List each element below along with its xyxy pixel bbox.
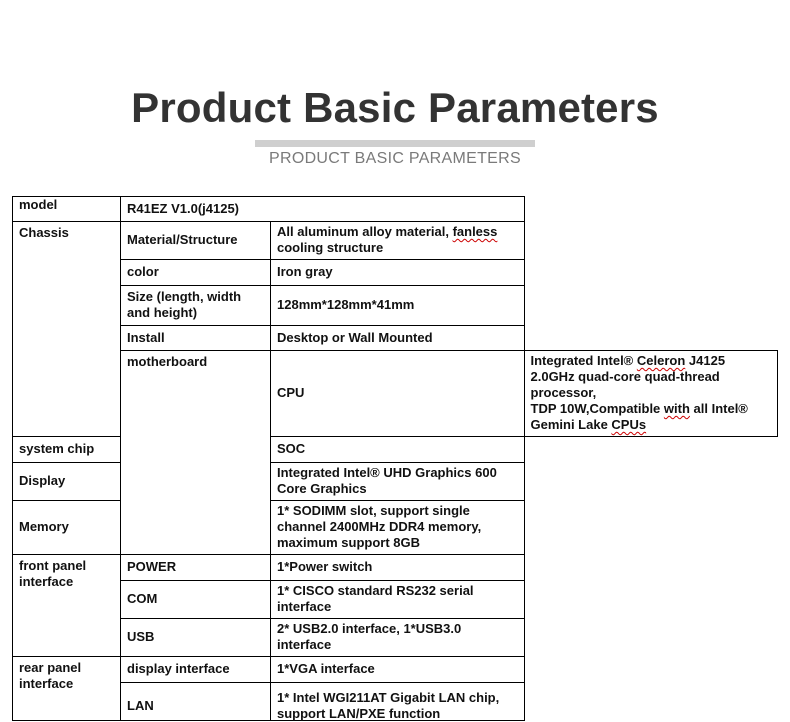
spellcheck-word: CPUs	[611, 417, 647, 432]
param-value: 2* USB2.0 interface, 1*USB3.0 interface	[271, 619, 525, 657]
text-segment: TDP 10W,Compatible	[530, 401, 664, 416]
text-segment: Integrated Intel®	[530, 353, 637, 368]
text-segment: maximum support 8GB	[277, 535, 421, 550]
table-row	[13, 619, 778, 657]
group-label-line: interface	[19, 574, 74, 589]
param-value: 128mm*128mm*41mm	[271, 286, 525, 326]
table-row	[13, 286, 778, 326]
param-label: COM	[121, 581, 271, 619]
text-segment: all Intel® Gemini Lake	[530, 401, 748, 432]
param-value	[524, 351, 778, 437]
param-label: display interface	[121, 657, 271, 683]
text-segment: 1* SODIMM slot, support single channel 2400MHz DDR4 memory,	[277, 503, 482, 534]
text-segment: 1* Intel WGI211AT Gigabit LAN chip, support LAN/PXE function	[277, 690, 500, 721]
table-row	[13, 197, 778, 222]
param-label: CPU	[271, 351, 525, 437]
row-label-model: model	[13, 197, 121, 222]
param-label: Display	[13, 463, 121, 501]
param-value: 1* CISCO standard RS232 serial interface	[271, 581, 525, 619]
param-label: Install	[121, 326, 271, 351]
table-row	[13, 581, 778, 619]
group-label-rear-panel	[13, 657, 121, 721]
param-value: Desktop or Wall Mounted	[271, 326, 525, 351]
spellcheck-word: Celeron	[636, 353, 686, 368]
param-value: SOC	[271, 437, 525, 463]
param-label: system chip	[13, 437, 121, 463]
param-label: Material/Structure	[121, 222, 271, 260]
text-segment: J4125 2.0GHz quad-core quad-thread processor,	[530, 353, 726, 400]
table-row	[13, 657, 778, 683]
param-value: Iron gray	[271, 260, 525, 286]
param-label	[121, 683, 271, 721]
group-label-line: rear panel	[19, 660, 82, 675]
table-row	[13, 683, 778, 721]
param-value: 1*Power switch	[271, 555, 525, 581]
param-label: Memory	[13, 501, 121, 555]
text-segment: cooling structure	[277, 240, 384, 255]
group-label-front-panel	[13, 555, 121, 657]
table-row	[13, 222, 778, 260]
param-label: Size (length, width and height)	[121, 286, 271, 326]
table-row	[13, 351, 778, 437]
param-value	[271, 222, 525, 260]
param-value: 1*VGA interface	[271, 657, 525, 683]
page-title: Product Basic Parameters	[131, 84, 659, 131]
parameters-table	[12, 196, 778, 721]
spellcheck-word: with	[663, 401, 690, 416]
table-row	[13, 326, 778, 351]
text-segment: LAN	[127, 698, 154, 713]
spellcheck-word: fanless	[452, 224, 498, 239]
group-label-motherboard: motherboard	[121, 351, 271, 555]
group-label-chassis: Chassis	[13, 222, 121, 437]
param-label: POWER	[121, 555, 271, 581]
param-value	[271, 683, 525, 721]
model-value: R41EZ V1.0(j4125)	[121, 197, 525, 222]
text-segment: All aluminum alloy material,	[277, 224, 453, 239]
table-row	[13, 260, 778, 286]
param-value: Integrated Intel® UHD Graphics 600 Core Graphics	[271, 463, 525, 501]
table-row	[13, 555, 778, 581]
param-value	[271, 501, 525, 555]
param-label: color	[121, 260, 271, 286]
page-subtitle: PRODUCT BASIC PARAMETERS	[269, 150, 521, 167]
param-label: USB	[121, 619, 271, 657]
group-label-line: interface	[19, 676, 74, 691]
title-underline-bar	[255, 140, 535, 147]
group-label-line: front panel	[19, 558, 87, 573]
